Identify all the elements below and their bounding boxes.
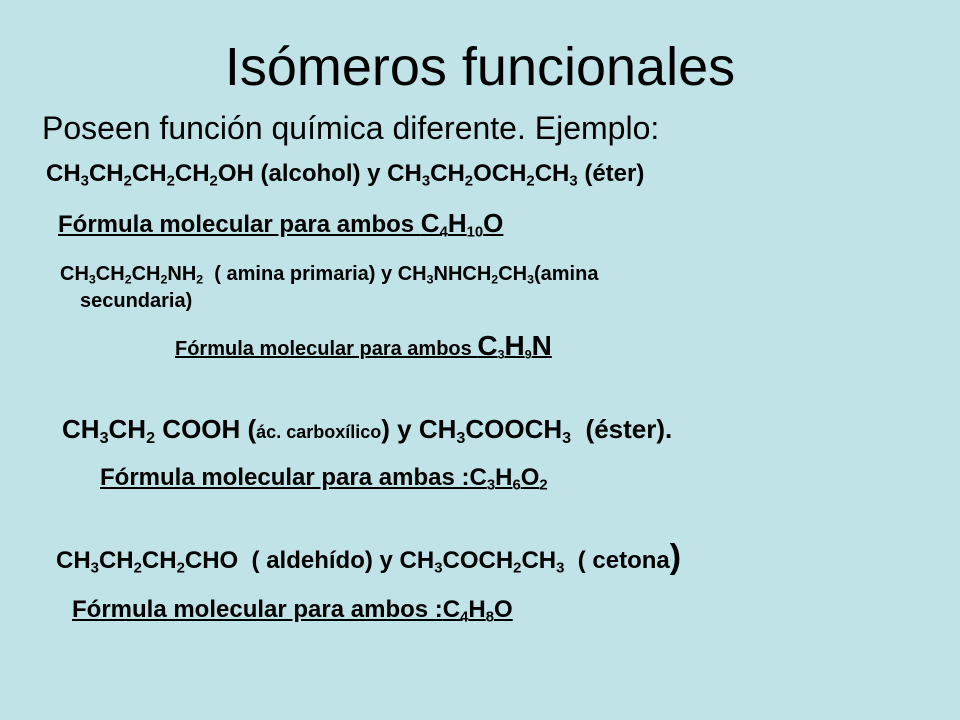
example-acid-ester: $CH_3CH_2$ COOH (ác. carboxílico) y $CH_3COOCH_3$ (éster). bbox=[62, 414, 673, 447]
example-amines-continued: secundaria) bbox=[80, 290, 193, 312]
molecular-formula-3: Fórmula molecular para ambas $:C_3H_6O_2$ bbox=[100, 464, 548, 494]
molecular-formula-2: Fórmula molecular para ambos $C_3H_9N$ bbox=[175, 330, 552, 362]
example-alcohol-ether: $CH_3CH_2CH_2CH_2OH$ (alcohol) y $CH_3CH_2OCH_2CH_3$ (éter) bbox=[46, 160, 645, 190]
slide-title: Isómeros funcionales bbox=[224, 37, 736, 97]
example-amines: $CH_3CH_2CH_2NH_2$ ( amina primaria) y $CH_3NHCH_2CH_3(amina$ bbox=[60, 263, 599, 287]
example-aldehyde-ketone: $CH_3CH_2CH_2CHO$ ( aldehído) y $CH_3COCH_2CH_3$ ( cetona) bbox=[56, 538, 682, 577]
molecular-formula-1: Fórmula molecular para ambos $C_4H_{10}O$ bbox=[58, 208, 504, 241]
slide-subtitle: Poseen función química diferente. Ejemplo: bbox=[42, 110, 660, 146]
molecular-formula-4: Fórmula molecular para ambos $:C_4H_8O$ bbox=[72, 596, 513, 626]
